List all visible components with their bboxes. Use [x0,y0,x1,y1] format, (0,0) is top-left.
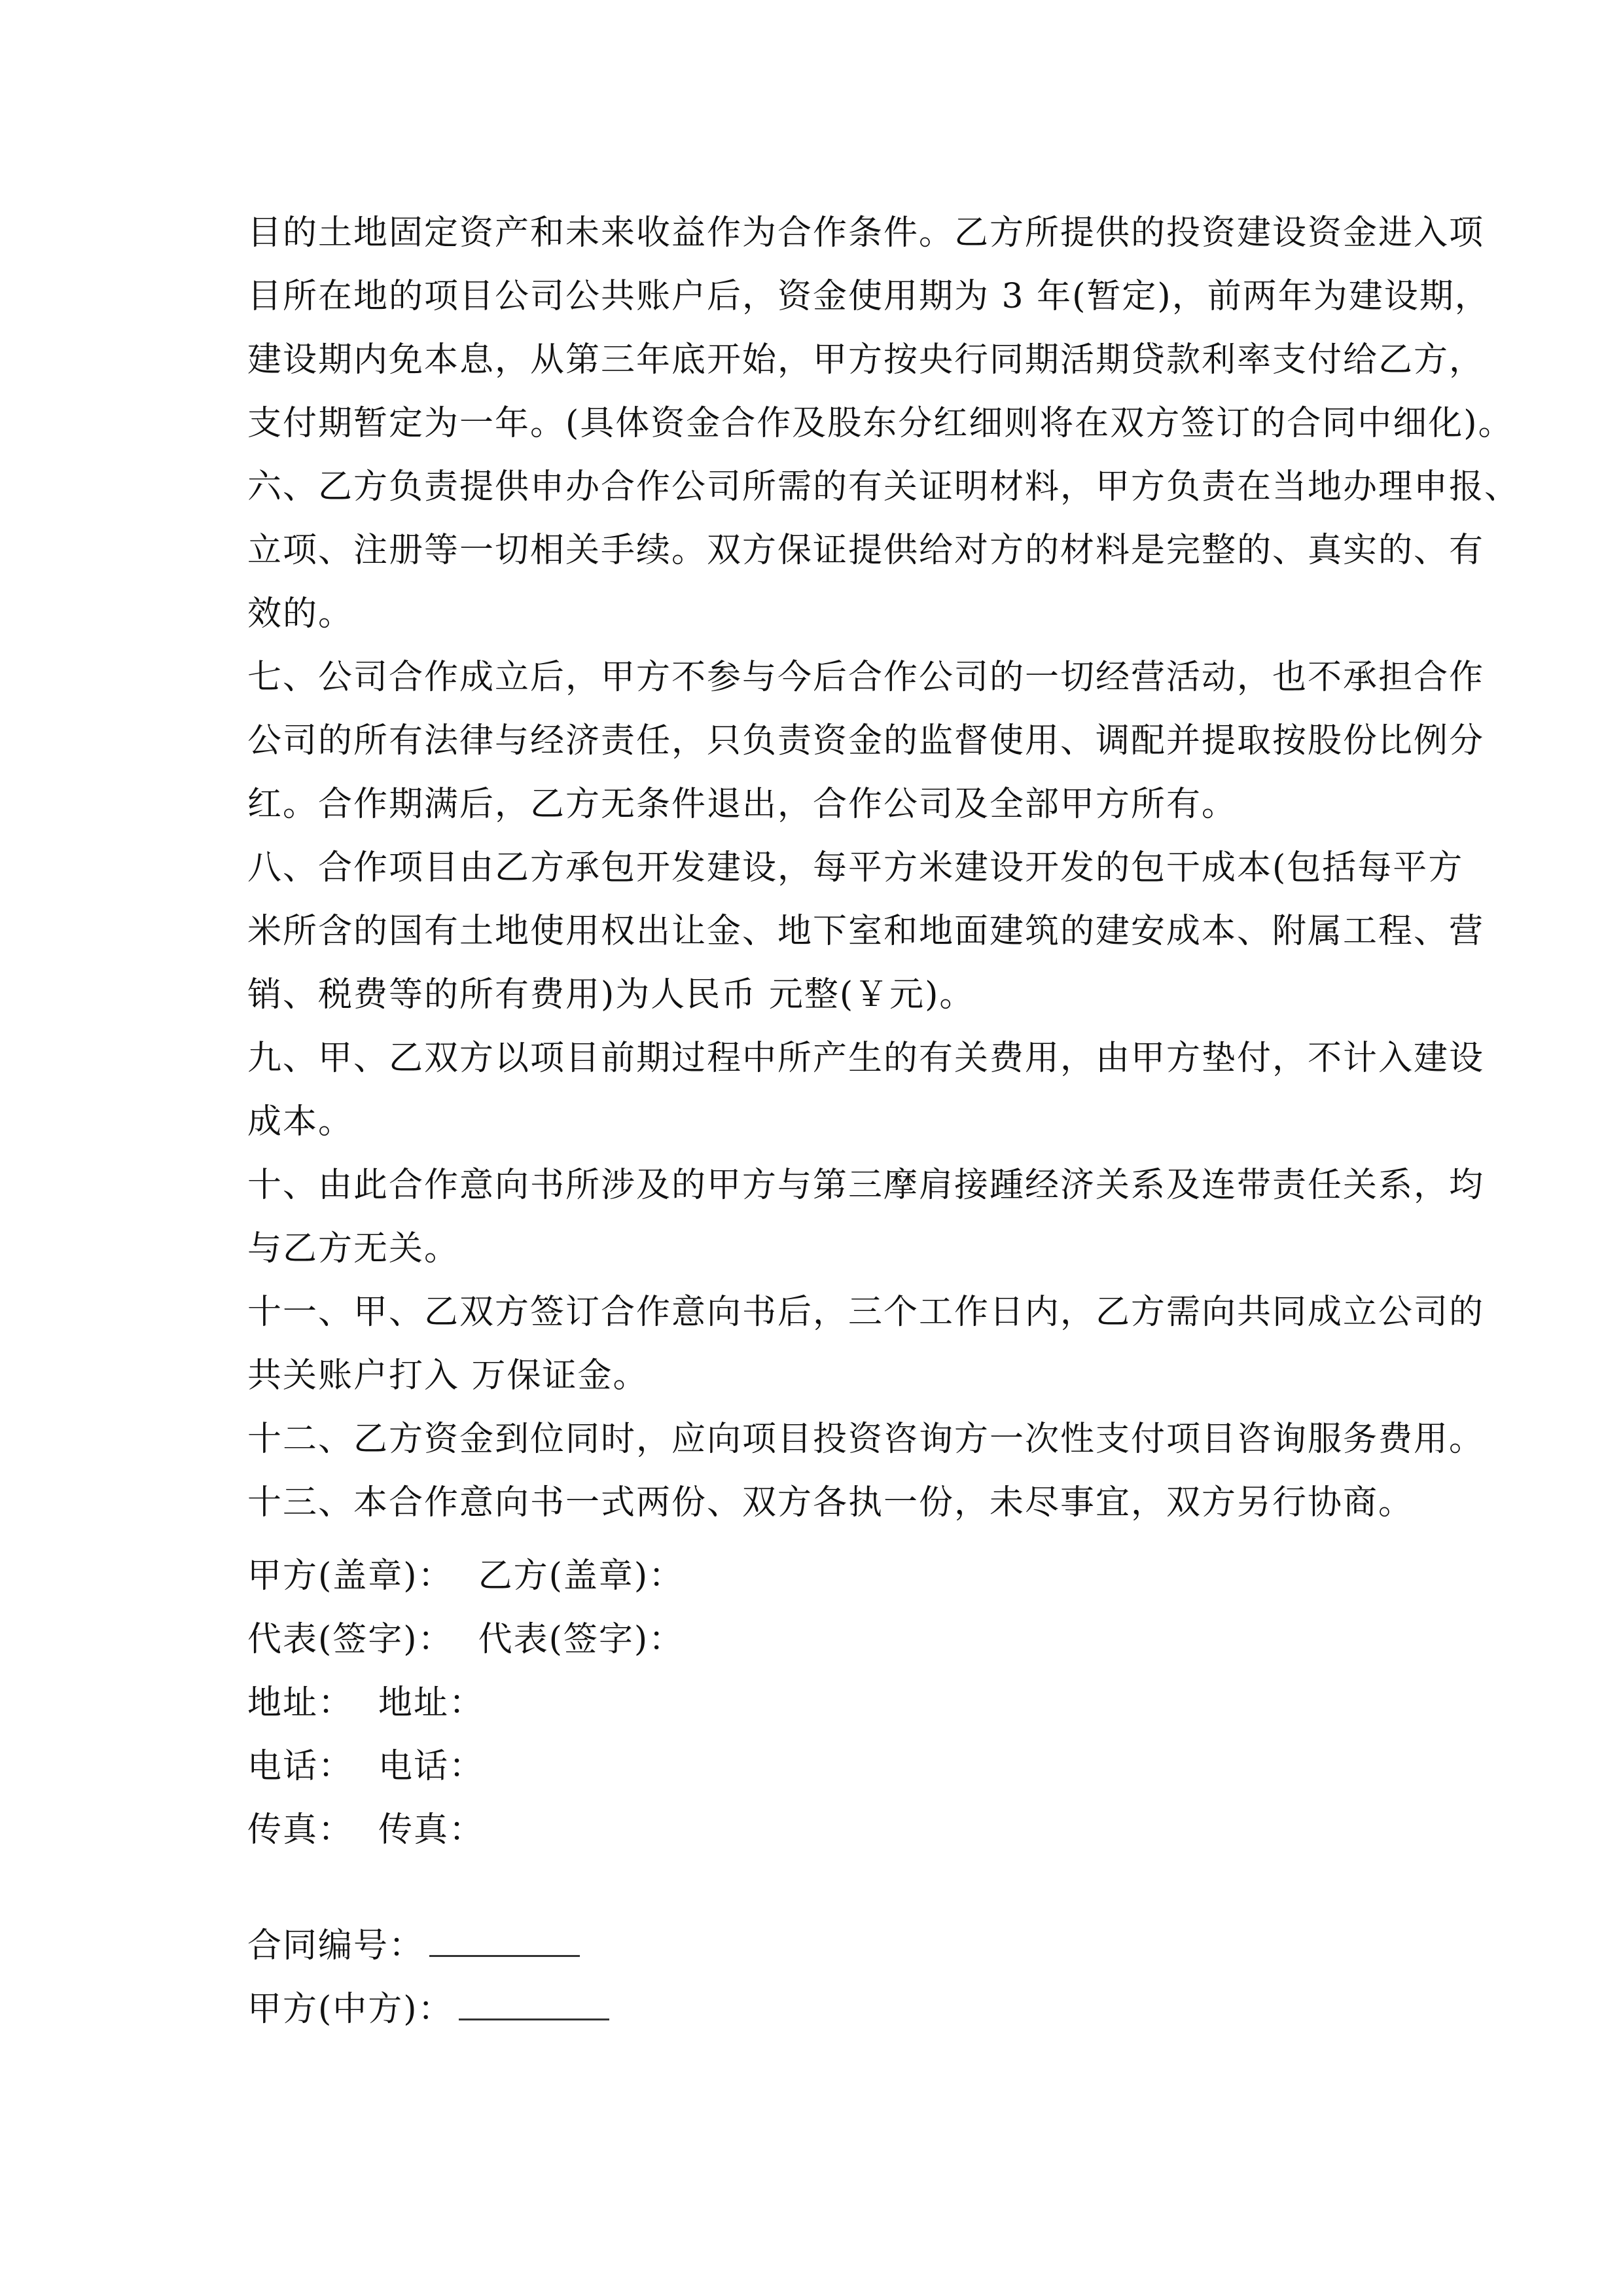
clause-9-line: 成本。 [247,1102,354,1141]
clause-8-line: 米所含的国有土地使用权出让金、地下室和地面建筑的建安成本、附属工程、营 [247,912,1485,951]
body-line: 建设期内免本息，从第三年底开始，甲方按央行同期活期贷款利率支付给乙方， [247,340,1485,380]
signature-block [247,1545,1412,1862]
clause-8-line: 销、税费等的所有费用)为人民币 元整(￥元)。 [247,975,975,1014]
party-b-seal-label: 乙方(盖章)： [478,1556,685,1596]
clause-9-line: 九、甲、乙双方以项目前期过程中所产生的有关费用，由甲方垫付，不计入建设 [247,1039,1485,1078]
party-a-blank[interactable] [459,1979,609,2020]
body-line: 目所在地的项目公司公共账户后，资金使用期为 3 年(暂定)，前两年为建设期， [247,277,1490,316]
contract-number-blank[interactable] [429,1916,580,1957]
party-a-address-label: 地址： [247,1683,354,1723]
clause-12-line: 十二、乙方资金到位同时，应向项目投资咨询方一次性支付项目咨询服务费用。 [247,1420,1485,1459]
contract-number-row [247,1914,1412,1978]
clause-6-line: 效的。 [247,594,354,634]
clause-10-line: 十、由此合作意向书所涉及的甲方与第三摩肩接踵经济关系及连带责任关系，均 [247,1166,1485,1205]
address-row [247,1672,1412,1735]
body-line: 目的土地固定资产和未来收益作为合作条件。乙方所提供的投资建设资金进入项 [247,213,1485,253]
clause-7-line: 七、公司合作成立后，甲方不参与今后合作公司的一切经营活动，也不承担合作 [247,658,1485,697]
party-a-fax-label: 传真： [247,1810,354,1850]
clause-6-line: 立项、注册等一切相关手续。双方保证提供给对方的材料是完整的、真实的、有 [247,531,1485,570]
clause-6-line: 六、乙方负责提供申办合作公司所需的有关证明材料，甲方负责在当地办理申报、 [247,467,1520,507]
contract-body-text [247,202,1520,1535]
phone-row [247,1735,1412,1799]
party-b-phone-label: 电话： [378,1747,485,1786]
clause-8-line: 八、合作项目由乙方承包开发建设，每平方米建设开发的包干成本(包括每平方 [247,848,1464,888]
seal-row [247,1545,1412,1608]
party-b-fax-label: 传真： [378,1810,485,1850]
clause-7-line: 红。合作期满后，乙方无条件退出，合作公司及全部甲方所有。 [247,785,1238,824]
party-a-phone-label: 电话： [247,1747,354,1786]
party-a-label: 甲方(中方)： [247,1990,454,2029]
party-b-address-label: 地址： [378,1683,485,1723]
body-line: 支付期暂定为一年。(具体资金合作及股东分红细则将在双方签订的合同中细化)。 [247,404,1514,443]
party-a-seal-label: 甲方(盖章)： [247,1556,454,1596]
clause-11-line: 共关账户打入 万保证金。 [247,1356,649,1395]
clause-11-line: 十一、甲、乙双方签订合作意向书后，三个工作日内，乙方需向共同成立公司的 [247,1293,1485,1332]
clause-7-line: 公司的所有法律与经济责任，只负责资金的监督使用、调配并提取按股份比例分 [247,721,1485,761]
representative-row [247,1608,1412,1672]
next-contract-header [247,1914,1412,2041]
contract-number-label: 合同编号： [247,1926,425,1965]
fax-row [247,1799,1412,1862]
clause-10-line: 与乙方无关。 [247,1229,460,1268]
clause-13-line: 十三、本合作意向书一式两份、双方各执一份，未尽事宜，双方另行协商。 [247,1483,1414,1522]
party-b-rep-label: 代表(签字)： [478,1620,685,1659]
party-a-rep-label: 代表(签字)： [247,1620,454,1659]
party-a-row [247,1978,1412,2041]
